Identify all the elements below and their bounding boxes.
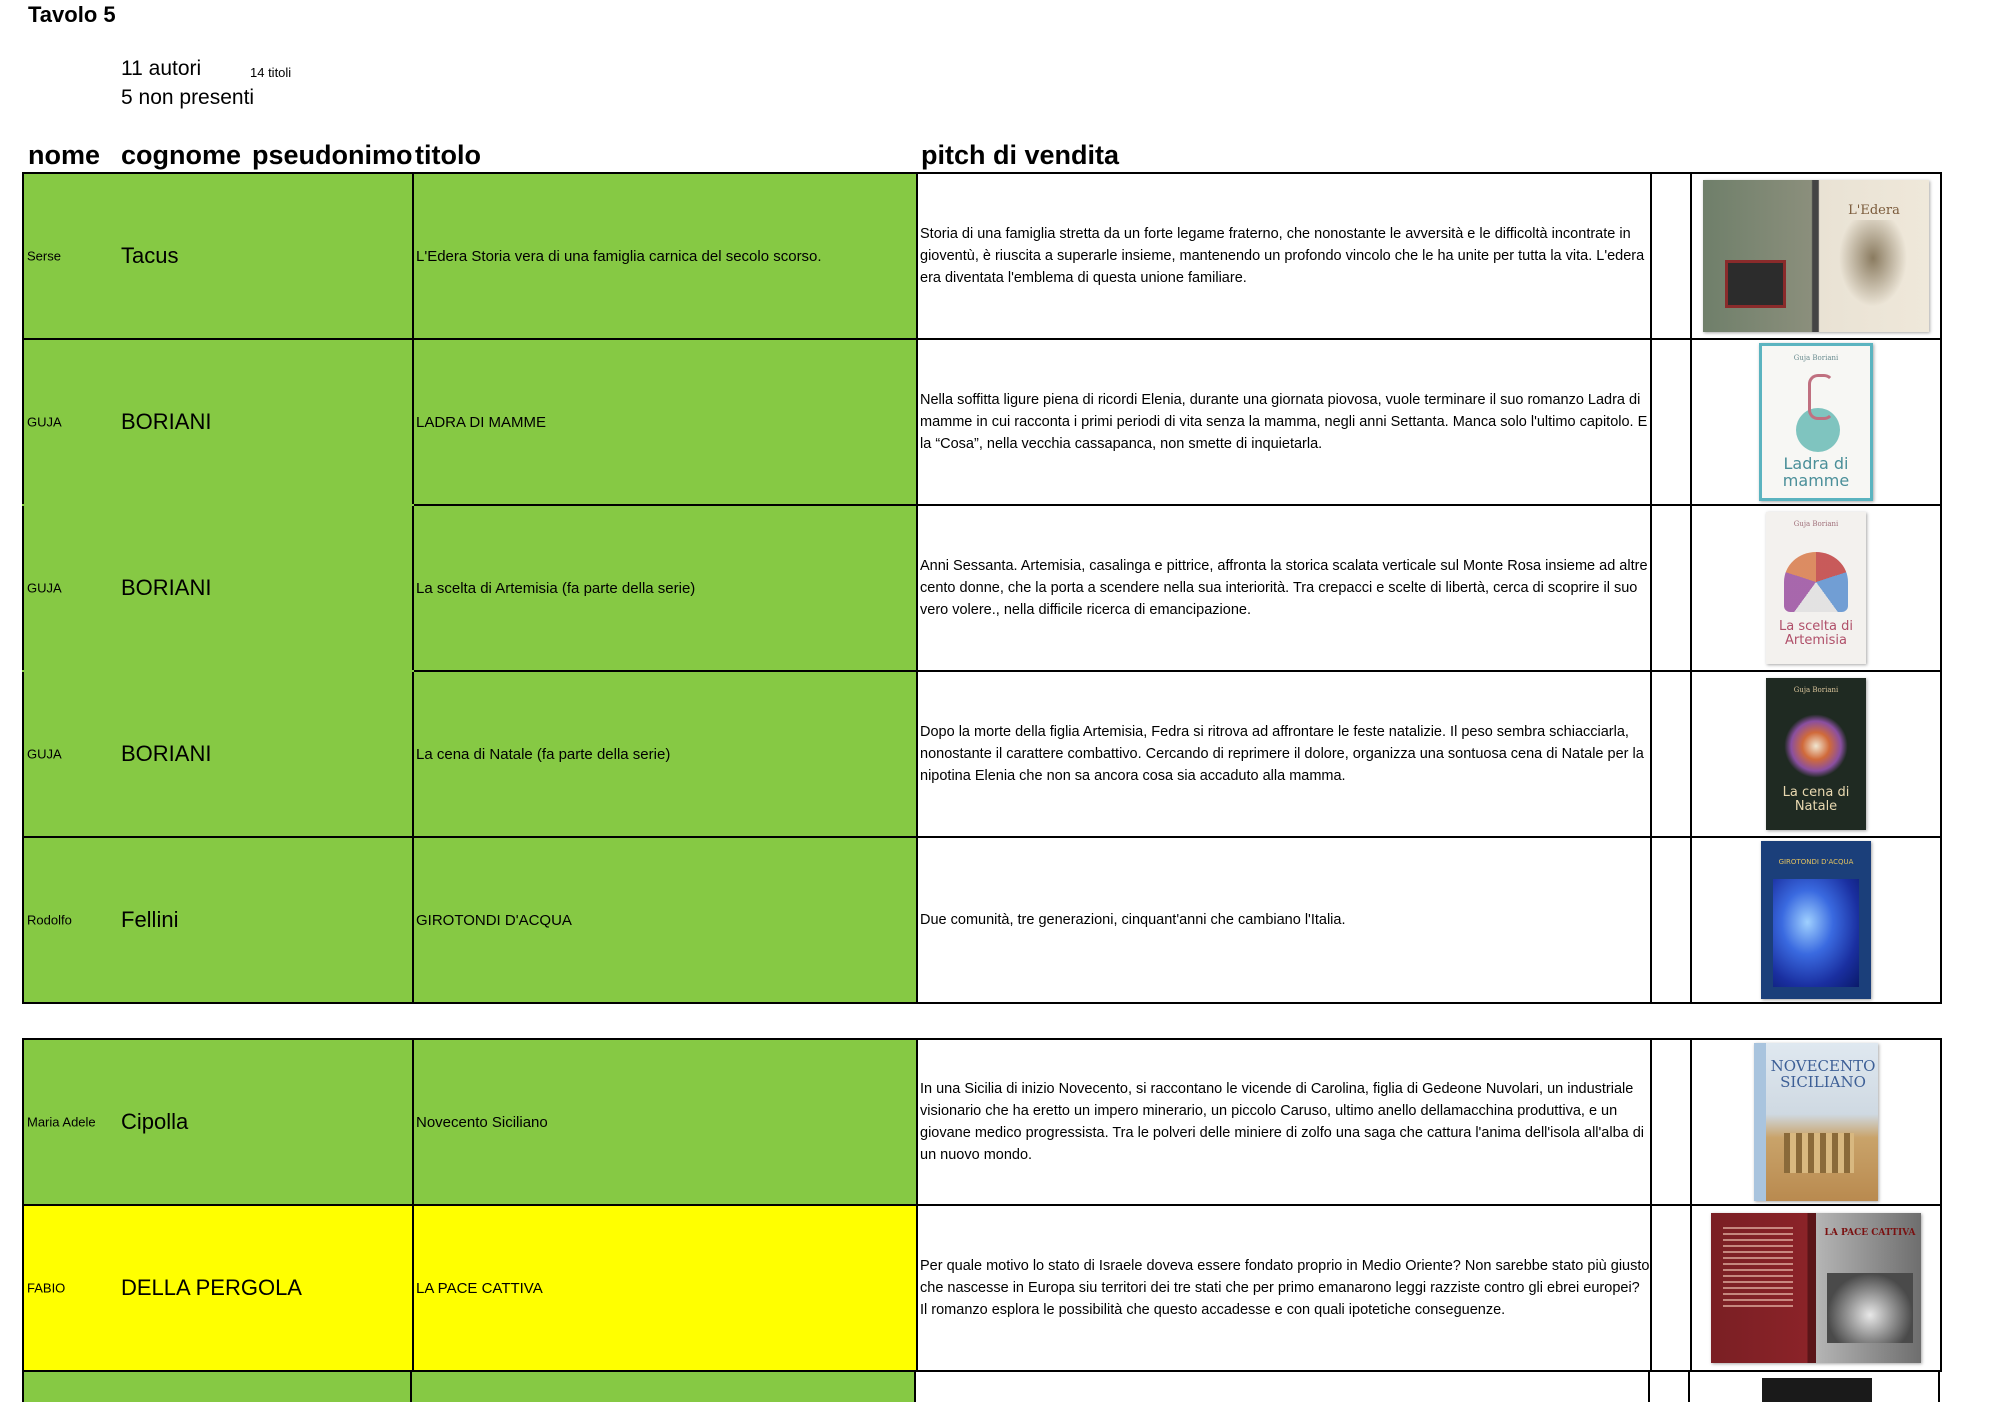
header-nome: nome	[28, 140, 101, 170]
book-title: La cena di Natale (fa parte della serie)	[413, 671, 917, 837]
sales-pitch: Dopo la morte della figlia Artemisia, Fedra si ritrova ad affrontare le feste natalizie. Il peso sembra schiacciarla, nonostante il carattere combattivo. Cercando di reprimere il dolore, organizza una sontuosa cena di Natale per la nipotina Elenia che non sa ancora cosa sia accaduto alla mamma.	[917, 671, 1651, 837]
author-cell	[23, 671, 413, 837]
cover-cell	[1691, 505, 1941, 671]
header-pitch: pitch di vendita	[921, 140, 1120, 170]
header-cognome: cognome	[121, 140, 242, 170]
last-name: Tacus	[121, 243, 179, 268]
table-row	[23, 671, 1941, 837]
cover-cell	[1691, 671, 1941, 837]
last-name: DELLA PERGOLA	[121, 1275, 302, 1300]
book-cover-image: Guja Boriani La scelta di Artemisia	[1766, 512, 1866, 664]
sales-pitch: Nella soffitta ligure piena di ricordi Elenia, durante una giornata piovosa, vuole terminare il suo romanzo Ladra di mamme in cui racconta i primi periodi di vita senza la mamma, negli anni Settanta. Manca solo l'ultimo capitolo. E la “Cosa”, nella vecchia cassapanca, non smette di inquietarla.	[917, 339, 1651, 505]
book-title: LADRA DI MAMME	[413, 339, 917, 505]
first-name: FABIO	[27, 1280, 66, 1296]
table-row	[23, 339, 1941, 505]
book-title: Novecento Siciliano	[413, 1039, 917, 1205]
book-title: LA PACE CATTIVA	[413, 1205, 917, 1371]
first-name: Rodolfo	[27, 912, 72, 928]
empty-cell	[1651, 339, 1691, 505]
book-title: L'Edera Storia vera di una famiglia carnica del secolo scorso.	[413, 173, 917, 339]
cover-cell	[1691, 1205, 1941, 1371]
sales-pitch: In una Sicilia di inizio Novecento, si raccontano le vicende di Carolina, figlia di Gedeone Nuvolari, un industriale visionario che ha eretto un impero minerario, un piccolo Caruso, ultimo anello dellamacchina produttiva, e un giovane medico progressista. Tra le polveri delle miniere di zolfo una saga che cattura l'anima dell'isola all'alba di un nuovo mondo.	[917, 1039, 1651, 1205]
author-cell	[23, 173, 413, 339]
cover-cell	[1691, 837, 1941, 1003]
sales-pitch: Per quale motivo lo stato di Israele doveva essere fondato proprio in Medio Oriente? Non sarebbe stato più giusto che nascesse in Europa siu territori dei tre stati che per primo emanarono leggi razziste contro gli ebrei europei? Il romanzo esplora le possibilità che questo accadesse e con quali ipotetiche conseguenze.	[917, 1205, 1651, 1371]
book-cover-image: NOVECENTO SICILIANO	[1754, 1043, 1878, 1201]
author-cell	[23, 837, 413, 1003]
table-row-partial	[22, 1370, 1940, 1400]
book-cover-image: Guja Boriani La cena di Natale	[1766, 678, 1866, 830]
empty-cell	[1651, 173, 1691, 339]
empty-cell	[1651, 1205, 1691, 1371]
sales-pitch: Anni Sessanta. Artemisia, casalinga e pittrice, affronta la storica scalata verticale sul Monte Rosa insieme ad altre cento donne, che la porta a scendere nella sua interiorità. Tra crepacci e scelte di libertà, cerca di scoprire il suo vero volere., nella difficile ricerca di emancipazione.	[917, 505, 1651, 671]
titles-count: 14 titoli	[250, 65, 292, 80]
sales-pitch: Due comunità, tre generazioni, cinquant'anni che cambiano l'Italia.	[917, 837, 1651, 1003]
table-row	[23, 173, 1941, 339]
table-row	[23, 505, 1941, 671]
book-cover-image: LA PACE CATTIVA	[1711, 1213, 1921, 1363]
first-name: GUJA	[27, 746, 62, 762]
empty-cell	[1651, 1039, 1691, 1205]
last-name: BORIANI	[121, 409, 212, 434]
first-name: GUJA	[27, 580, 62, 596]
header-titolo: titolo	[415, 140, 481, 170]
empty-cell	[1651, 837, 1691, 1003]
authors-table-1	[22, 172, 1942, 1004]
author-cell	[23, 1205, 413, 1371]
book-title: La scelta di Artemisia (fa parte della serie)	[413, 505, 917, 671]
empty-cell	[1651, 671, 1691, 837]
table-row	[23, 1039, 1941, 1205]
book-cover-image: Guja Boriani Ladra di mamme	[1759, 343, 1873, 501]
header-pseudonimo: pseudonimo	[252, 140, 413, 170]
author-cell	[23, 339, 413, 505]
table-row	[23, 837, 1941, 1003]
last-name: BORIANI	[121, 575, 212, 600]
first-name: GUJA	[27, 414, 62, 430]
book-cover-image: GIROTONDI D'ACQUA	[1761, 841, 1871, 999]
last-name: BORIANI	[121, 741, 212, 766]
table-row	[23, 1205, 1941, 1371]
authors-table-2	[22, 1038, 1942, 1372]
last-name: Cipolla	[121, 1109, 189, 1134]
absent-count: 5 non presenti	[121, 86, 255, 109]
cover-cell	[1691, 1039, 1941, 1205]
page-title: Tavolo 5	[28, 2, 116, 27]
author-cell	[23, 1039, 413, 1205]
empty-cell	[1651, 505, 1691, 671]
authors-count: 11 autori	[121, 57, 202, 80]
book-cover-image: L'Edera	[1703, 180, 1929, 332]
first-name: Serse	[27, 248, 61, 264]
last-name: Fellini	[121, 907, 179, 932]
book-title: GIROTONDI D'ACQUA	[413, 837, 917, 1003]
cover-cell	[1691, 173, 1941, 339]
sales-pitch: Storia di una famiglia stretta da un forte legame fraterno, che nonostante le avversità e le difficoltà incontrate in gioventù, è riuscita a superarle insieme, mantenendo un profondo vincolo che le ha unite per tutta la vita. L'edera era diventata l'emblema di questa unione familiare.	[917, 173, 1651, 339]
first-name: Maria Adele	[27, 1114, 96, 1130]
author-cell	[23, 505, 413, 671]
cover-cell	[1691, 339, 1941, 505]
